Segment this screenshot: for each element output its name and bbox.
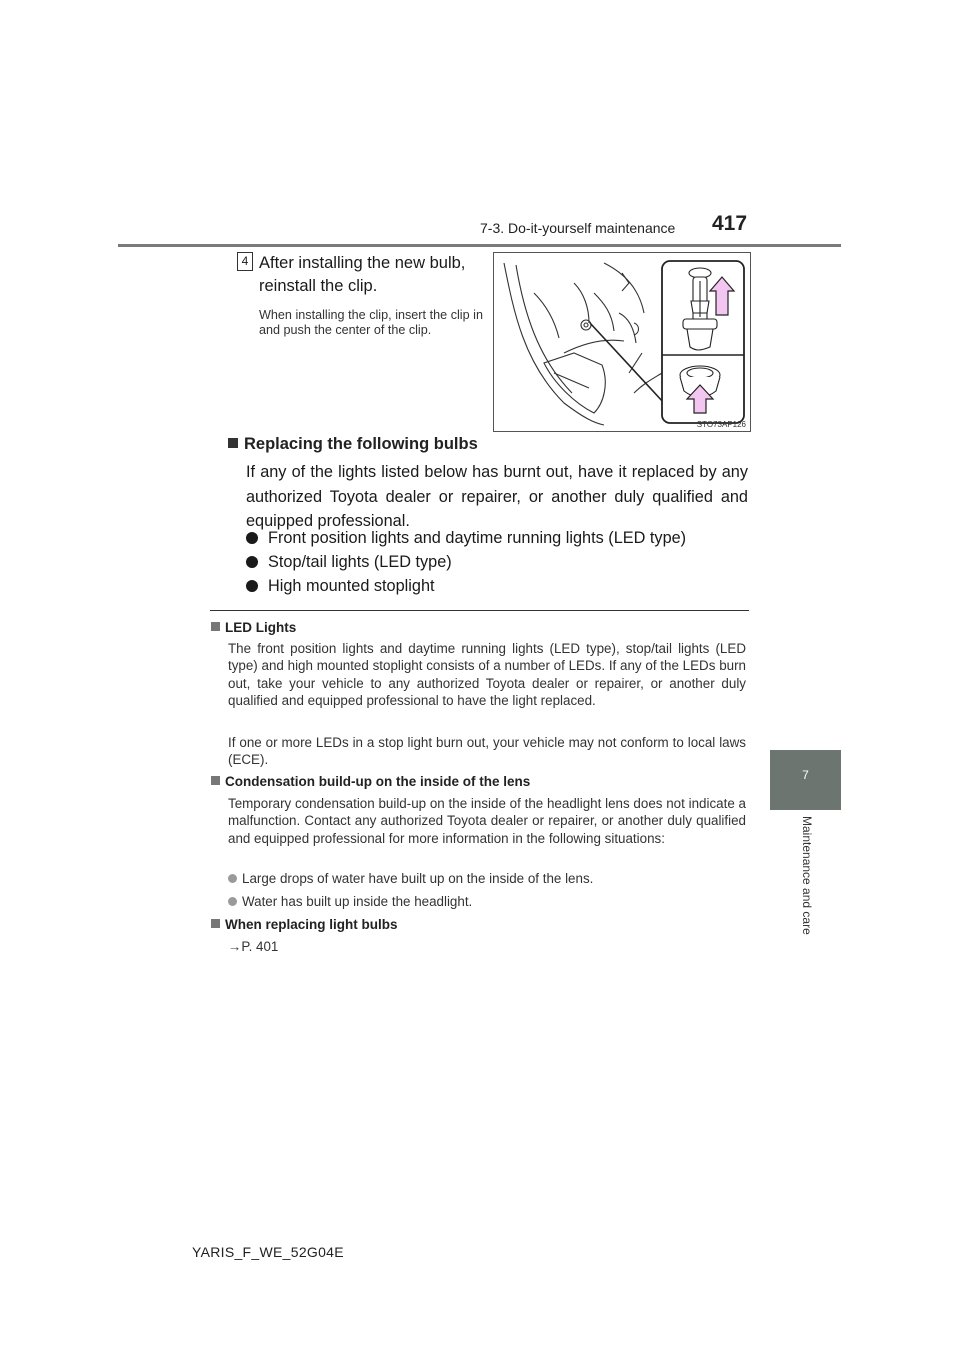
chapter-side-label — [770, 810, 841, 1010]
page-reference-link[interactable]: →P. 401 — [228, 939, 279, 954]
step-note: When installing the clip, insert the clip in and push the center of the clip. — [259, 308, 483, 337]
bullet-dot-icon — [228, 874, 237, 883]
list-item-text: Water has built up inside the headlight. — [242, 894, 473, 909]
note-heading-text: LED Lights — [225, 620, 297, 635]
list-item-text: Stop/tail lights (LED type) — [268, 553, 452, 571]
list-item-text: Large drops of water have built up on the inside of the lens. — [242, 871, 594, 886]
list-item-text: Front position lights and daytime running lights (LED type) — [268, 529, 687, 547]
note-paragraph: If one or more LEDs in a stop light burn out, your vehicle may not conform to local laws (ECE). — [228, 735, 746, 768]
note-heading-led — [211, 620, 296, 635]
section-divider — [210, 610, 749, 611]
list-item — [246, 529, 686, 548]
list-item — [228, 871, 593, 886]
square-bullet-icon — [228, 438, 238, 448]
square-bullet-icon — [211, 776, 220, 785]
chapter-title: Maintenance and care — [800, 816, 814, 935]
note-paragraph: The front position lights and daytime running lights (LED type), stop/tail lights (LED type) and high mounted stoplight consists of a number of LEDs. If any of the LEDs burn out, take your vehicle to any authorized Toyota dealer or repairer, or another duly qualified and equipped professional to have the light replaced. — [228, 641, 746, 708]
note-heading-replacing-bulbs — [211, 917, 398, 932]
replacing-paragraph: If any of the lights listed below has burnt out, have it replaced by any authorized Toyota dealer or repairer, or another duly qualified and equipped professional. — [246, 463, 748, 530]
square-bullet-icon — [211, 622, 220, 631]
section-title: 7-3. Do-it-yourself maintenance — [480, 220, 676, 236]
header-rule — [118, 244, 841, 247]
clip-illustration — [494, 253, 750, 431]
list-item — [228, 894, 472, 909]
replacing-heading — [228, 435, 478, 454]
chapter-tab[interactable] — [770, 750, 841, 810]
step-text: After installing the new bulb, reinstall the clip. — [259, 254, 466, 295]
note-paragraph: Temporary condensation build-up on the inside of the headlight lens does not indicate a malfunction. Contact any authorized Toyota dealer or repairer, or another duly qualified and equipped professional for more information in the following situations: — [228, 796, 746, 846]
list-item — [246, 577, 435, 596]
document-code: YARIS_F_WE_52G04E — [192, 1244, 344, 1260]
note-heading-text: Condensation build-up on the inside of the lens — [225, 774, 531, 789]
bullet-dot-icon — [246, 556, 258, 568]
note-heading-text: When replacing light bulbs — [225, 917, 398, 932]
figure-code: STO73AP126 — [696, 420, 746, 429]
replacing-heading-text: Replacing the following bulbs — [244, 435, 478, 453]
bullet-dot-icon — [246, 532, 258, 544]
list-item-text: High mounted stoplight — [268, 577, 435, 595]
bullet-dot-icon — [228, 897, 237, 906]
step-number: 4 — [237, 252, 253, 271]
page-number: 417 — [712, 212, 748, 235]
clip-installation-figure — [493, 252, 751, 432]
chapter-number: 7 — [802, 768, 809, 782]
bullet-dot-icon — [246, 580, 258, 592]
note-heading-condensation — [211, 774, 530, 789]
square-bullet-icon — [211, 919, 220, 928]
list-item — [246, 553, 452, 572]
